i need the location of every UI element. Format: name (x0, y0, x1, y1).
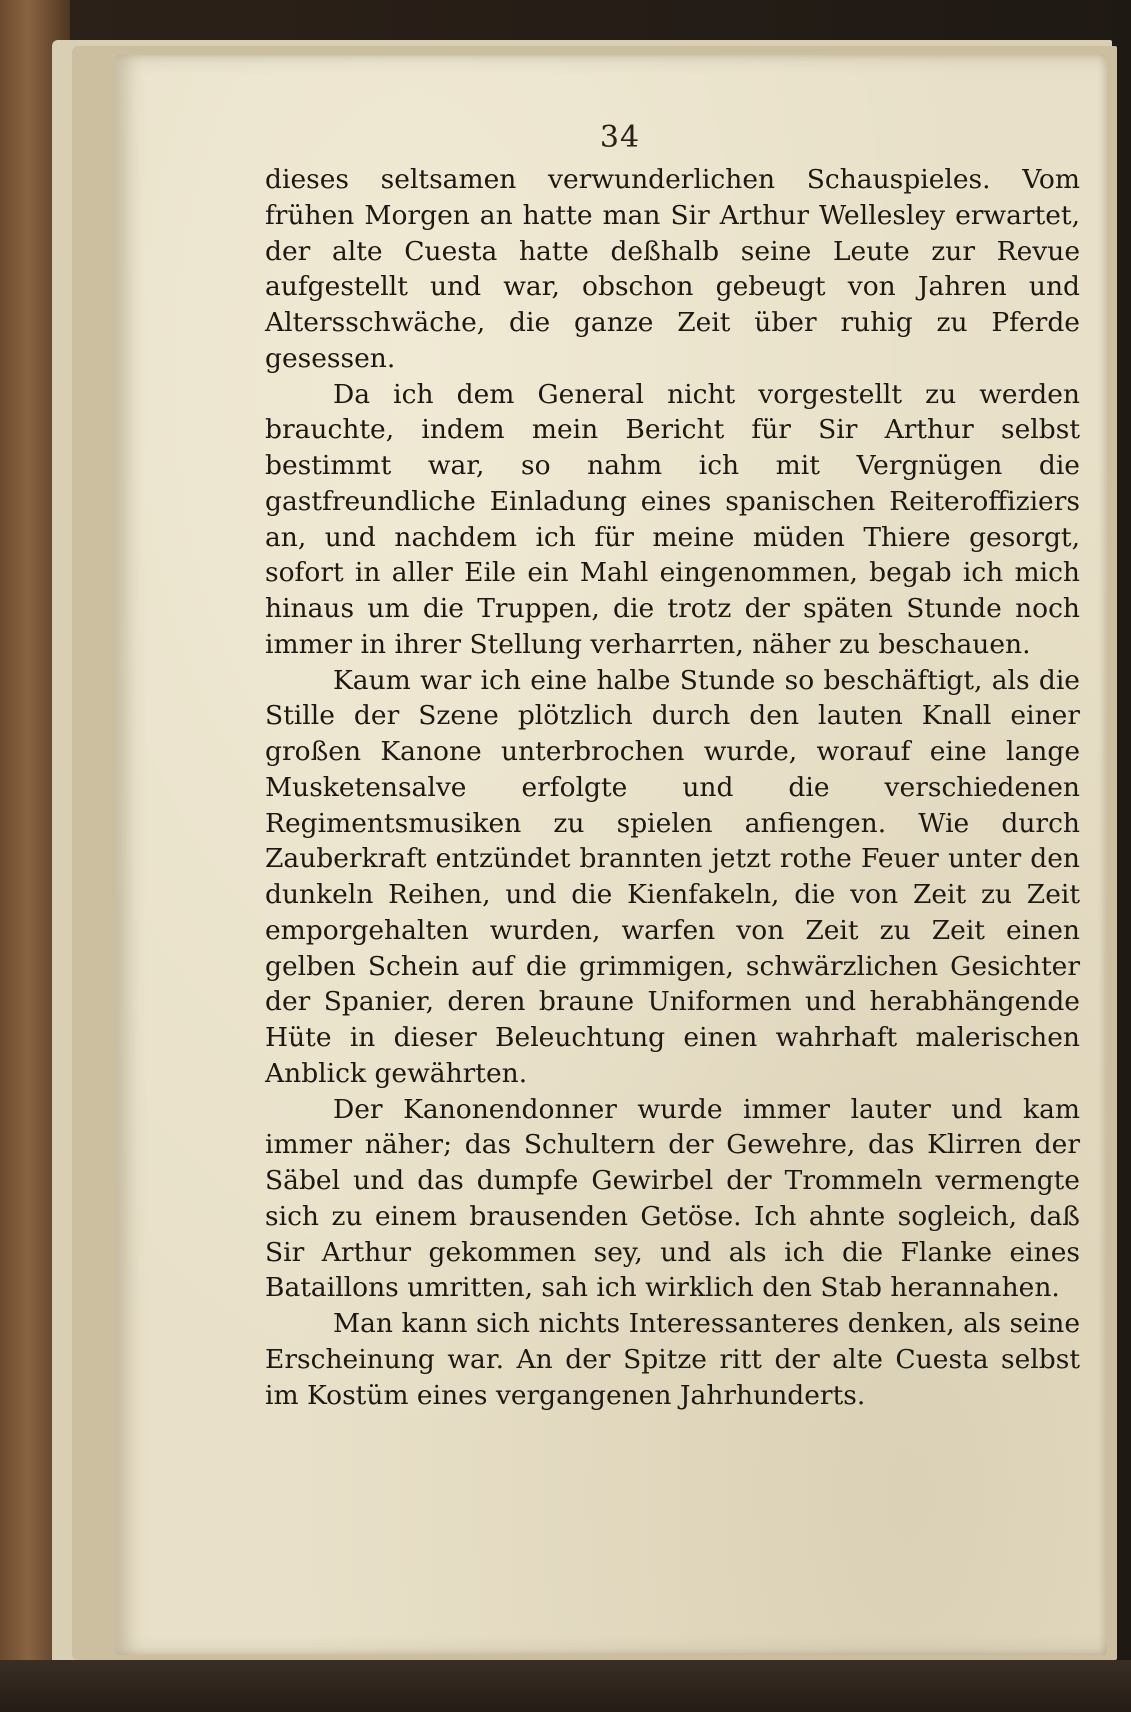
page-number: 34 (599, 120, 641, 155)
paragraph-3: Kaum war ich eine halbe Stunde so beschäftigt, als die Stille der Szene plötzlich durch den lauten Knall einer großen Kanone unterbrochen wurde, worauf eine lange Musketensalve erfolgte und die verschiedenen Regimentsmusiken zu spielen anfiengen. Wie durch Zauberkraft entzündet brannten jetzt rothe Feuer unter den dunkeln Reihen, und die Kienfakeln, die von Zeit zu Zeit emporgehalten wurden, warfen von Zeit zu Zeit einen gelben Schein auf die grimmigen, schwärzlichen Gesichter der Spanier, deren braune Uniformen und herabhängende Hüte in dieser Beleuchtung einen wahrhaft malerischen Anblick gewährten. (265, 664, 1080, 1089)
book-bottom-edge (0, 1660, 1131, 1712)
paragraph-4: Der Kanonendonner wurde immer lauter und kam immer näher; das Schultern der Gewehre, das Klirren der Säbel und das dumpfe Gewirbel der Trommeln vermengte sich zu einem brausenden Getöse. Ich ahnte sogleich, daß Sir Arthur gekommen sey, und als ich die Flanke eines Bataillons umritten, sah ich wirklich den Stab herannahen. (265, 1093, 1080, 1304)
paragraph-2: Da ich dem General nicht vorgestellt zu werden brauchte, indem mein Bericht für Sir Arthur selbst bestimmt war, so nahm ich mit Vergnügen die gastfreundliche Einladung eines spanischen Reiteroffiziers an, und nachdem ich für meine müden Thiere gesorgt, sofort in aller Eile ein Mahl eingenommen, begab ich mich hinaus um die Truppen, die trotz der späten Stunde noch immer in ihrer Stellung verharrten, näher zu beschauen. (265, 378, 1080, 660)
page-text (265, 162, 1080, 1413)
paragraph-5: Man kann sich nichts Interessanteres denken, als seine Erscheinung war. An der Spitze ritt der alte Cuesta selbst im Kostüm eines vergangenen Jahrhunderts. (265, 1308, 1080, 1411)
paragraph-1: dieses seltsamen verwunderlichen Schauspieles. Vom frühen Morgen an hatte man Sir Arthur Wellesley erwartet, der alte Cuesta hatte deßhalb seine Leute zur Revue aufgestellt und war, obschon gebeugt von Jahren und Altersschwäche, die ganze Zeit über ruhig zu Pferde gesessen. (265, 164, 1080, 374)
